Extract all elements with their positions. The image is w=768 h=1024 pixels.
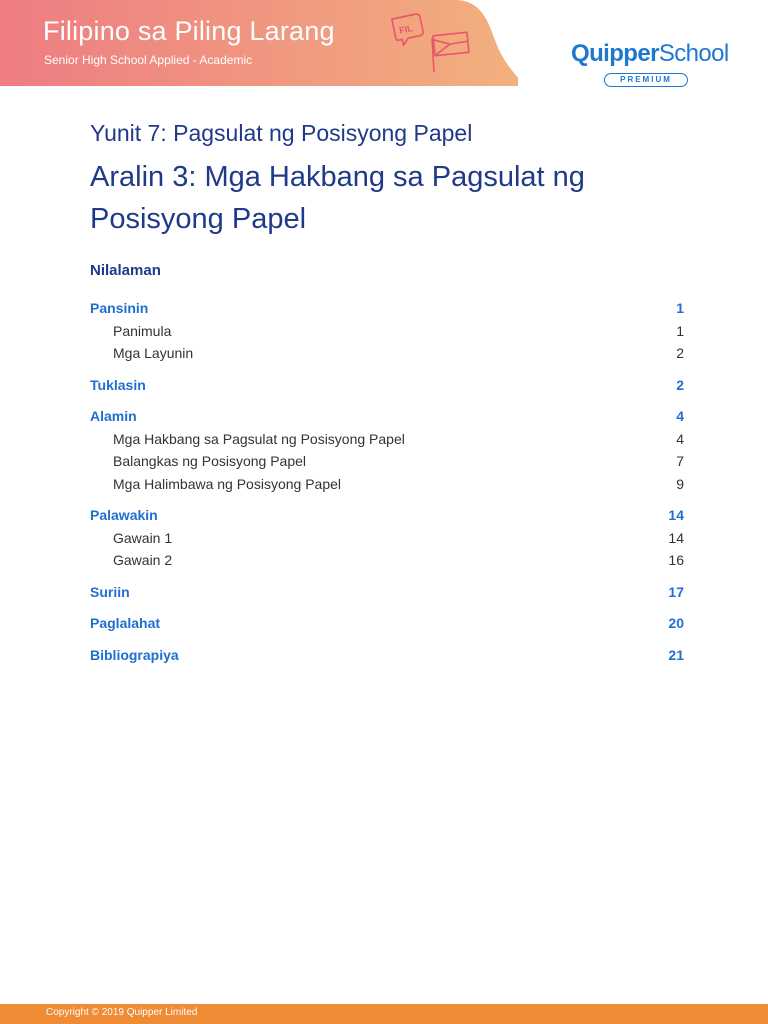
table-of-contents [90,297,684,675]
logo-brand-bold: Quipper [571,40,659,67]
toc-entry-label: Bibliograpiya [90,646,179,663]
toc-section [90,612,684,635]
course-subtitle: Senior High School Applied - Academic [44,53,253,67]
toc-section [90,405,684,495]
toc-entry-page: 2 [676,376,684,393]
toc-section [90,644,684,667]
quipper-school-logo [571,40,731,88]
logo-brand-regular: School [658,40,729,67]
toc-subentry-page: 7 [676,453,684,470]
toc-subentry-page: 4 [676,430,684,447]
toc-subentry-label: Mga Layunin [113,345,194,362]
toc-subentry-mga-hakbang[interactable] [90,428,684,451]
toc-subentry-mga-layunin[interactable] [90,342,684,365]
toc-entry-page: 21 [668,646,684,663]
toc-entry-paglalahat[interactable] [90,612,684,635]
toc-subentry-label: Mga Halimbawa ng Posisyong Papel [113,475,342,492]
toc-section [90,581,684,604]
toc-subentry-gawain-2[interactable] [90,549,684,572]
header-banner [0,0,768,86]
course-title: Filipino sa Piling Larang [43,16,335,46]
flag-icon [388,10,478,76]
toc-subentry-balangkas[interactable] [90,450,684,473]
toc-entry-page: 4 [676,408,684,425]
toc-section [90,374,684,397]
toc-entry-label: Alamin [90,408,137,425]
toc-entry-page: 14 [668,507,684,524]
copyright-text: Copyright © 2019 Quipper Limited [46,1007,198,1018]
toc-entry-label: Suriin [90,583,130,600]
premium-badge: PREMIUM [604,73,688,87]
toc-entry-page: 17 [668,583,684,600]
toc-entry-page: 1 [676,300,684,317]
toc-entry-label: Tuklasin [90,376,146,393]
toc-subentry-gawain-1[interactable] [90,527,684,550]
toc-subentry-mga-halimbawa[interactable] [90,473,684,496]
toc-entry-tuklasin[interactable] [90,374,684,397]
toc-entry-page: 20 [668,615,684,632]
toc-heading: Nilalaman [90,262,161,279]
toc-subentry-label: Gawain 2 [113,552,173,569]
toc-subentry-panimula[interactable] [90,320,684,343]
footer-bar [0,1004,768,1024]
deco-label: FIL [398,23,414,36]
unit-title: Yunit 7: Pagsulat ng Posisyong Papel [90,120,473,146]
toc-entry-alamin[interactable] [90,405,684,428]
toc-subentry-page: 14 [668,529,684,546]
toc-subentry-page: 16 [668,552,684,569]
toc-entry-pansinin[interactable] [90,297,684,320]
lesson-title: Aralin 3: Mga Hakbang sa Pagsulat ng Posisyong Papel [90,161,585,235]
toc-subentry-label: Mga Hakbang sa Pagsulat ng Posisyong Papel [113,430,405,447]
toc-subentry-label: Balangkas ng Posisyong Papel [113,453,307,470]
toc-subentry-page: 9 [676,475,684,492]
toc-entry-label: Paglalahat [90,615,161,632]
logo-wordmark [571,40,729,68]
toc-entry-bibliograpiya[interactable] [90,644,684,667]
toc-subentry-label: Gawain 1 [113,529,173,546]
toc-entry-label: Pansinin [90,300,149,317]
toc-subentry-page: 2 [676,345,684,362]
toc-entry-label: Palawakin [90,507,158,524]
toc-section [90,297,684,365]
toc-section [90,504,684,572]
toc-entry-suriin[interactable] [90,581,684,604]
toc-entry-palawakin[interactable] [90,504,684,527]
toc-subentry-label: Panimula [113,322,172,339]
toc-subentry-page: 1 [676,322,684,339]
